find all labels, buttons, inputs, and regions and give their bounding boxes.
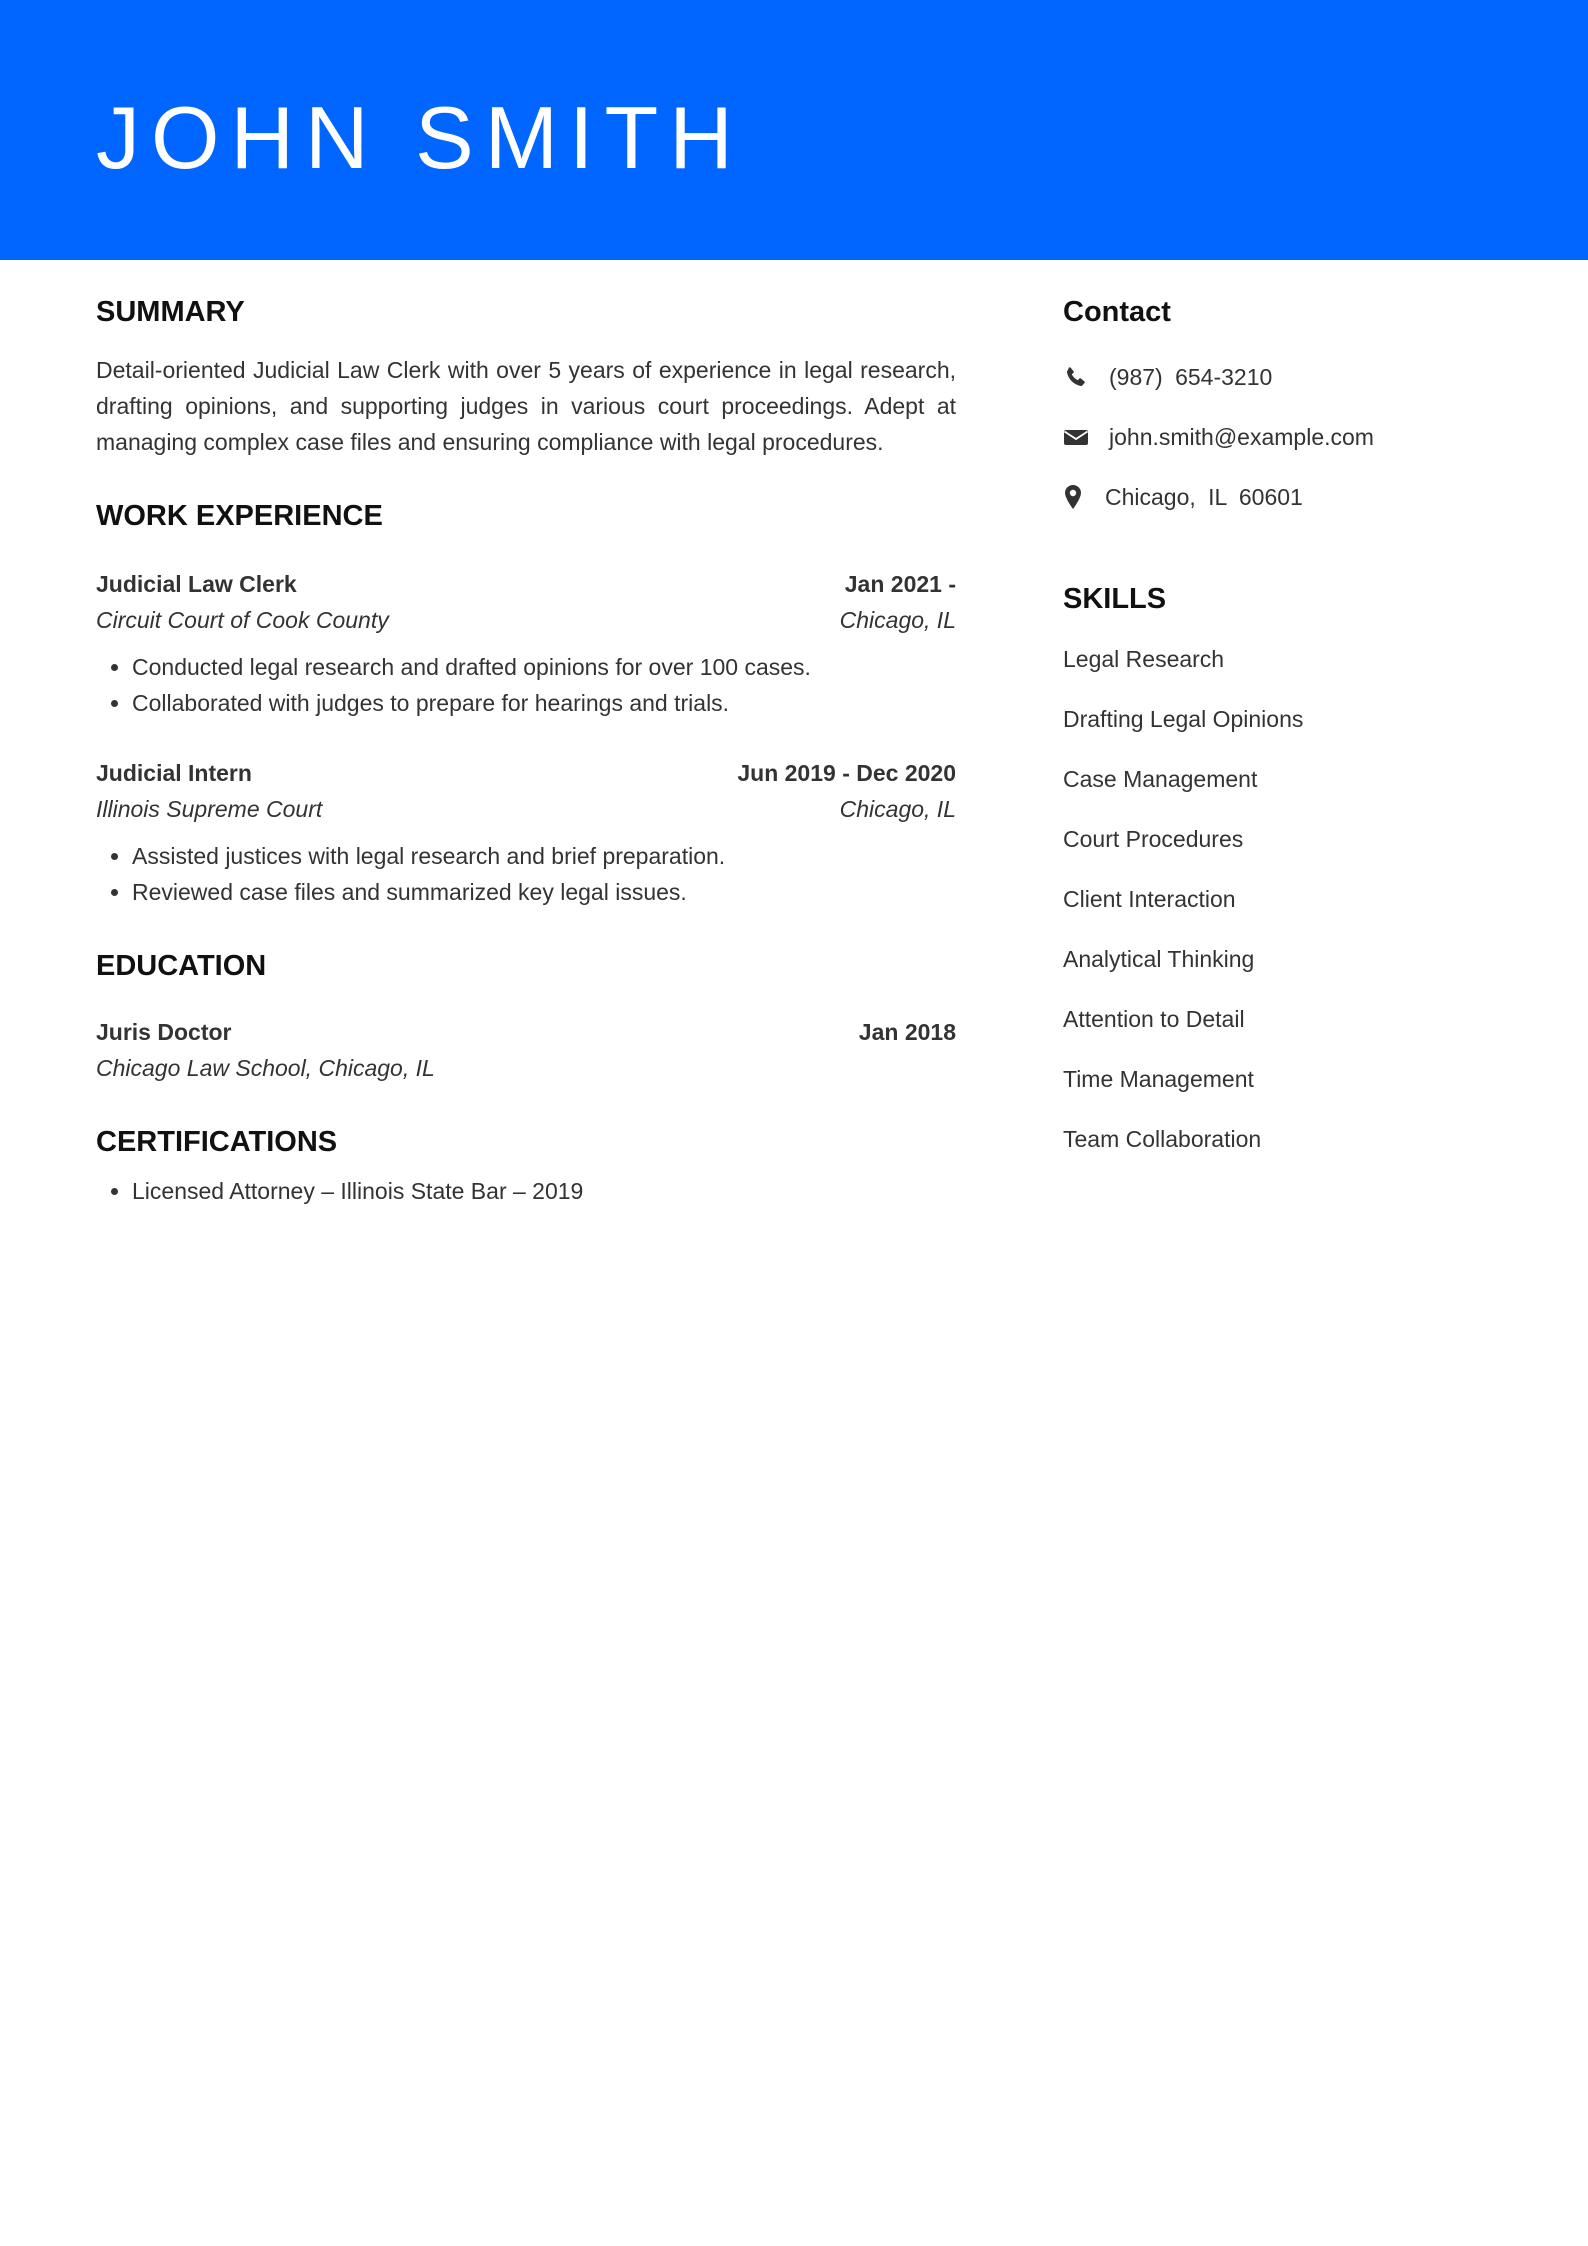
certification-item: • Licensed Attorney – Illinois State Bar – 2019 <box>132 1173 956 1209</box>
education-date: Jan 2018 <box>858 1019 956 1045</box>
job-dates: Jan 2021 - <box>844 571 956 597</box>
skill-item: Drafting Legal Opinions <box>1063 706 1304 732</box>
skill-item: Client Interaction <box>1063 886 1236 912</box>
job-bullets <box>96 649 956 721</box>
contact-email-text: john.smith@example.com <box>1109 423 1374 450</box>
job-title: Judicial Law Clerk <box>96 571 297 597</box>
contact-list <box>1063 359 1503 515</box>
skill-item: Team Collaboration <box>1063 1126 1262 1152</box>
job-dates: Jun 2019 - Dec 2020 <box>737 760 956 786</box>
skill-item: Legal Research <box>1063 646 1225 672</box>
school: Chicago Law School, Chicago, IL <box>96 1055 435 1081</box>
contact-phone-text: (987) 654-3210 <box>1109 363 1273 390</box>
degree: Juris Doctor <box>96 1019 232 1045</box>
job-bullet: • Collaborated with judges to prepare for hearings and trials. <box>132 685 956 721</box>
candidate-name: JOHN SMITH <box>96 88 744 187</box>
work-experience-section <box>96 496 956 910</box>
contact-phone <box>1063 359 1503 395</box>
summary-text: Detail-oriented Judicial Law Clerk with over 5 years of experience in legal research, drafting opinions, and supporting judges in various court proceedings. Adept at managing complex case files and ensuring compliance with legal procedures. <box>96 357 956 455</box>
education-heading: EDUCATION <box>96 950 267 982</box>
header-banner <box>0 0 1588 260</box>
skill-item: Court Procedures <box>1063 826 1244 852</box>
job-bullet: • Conducted legal research and drafted opinions for over 100 cases. <box>132 649 956 685</box>
job-entry <box>96 755 956 910</box>
main-column <box>96 292 956 1209</box>
skills-list <box>1063 641 1503 1157</box>
summary-heading: SUMMARY <box>96 296 245 328</box>
certifications-heading: CERTIFICATIONS <box>96 1126 338 1158</box>
contact-location-text: Chicago, IL 60601 <box>1105 483 1303 510</box>
skills-heading: SKILLS <box>1063 583 1167 615</box>
job-bullet: • Assisted justices with legal research and brief preparation. <box>132 838 956 874</box>
skill-item: Case Management <box>1063 766 1258 792</box>
contact-heading: Contact <box>1063 296 1171 328</box>
certifications-section <box>96 1122 956 1209</box>
job-title: Judicial Intern <box>96 760 252 786</box>
map-marker-icon <box>1063 484 1083 510</box>
contact-email <box>1063 419 1503 455</box>
education-section <box>96 946 956 1086</box>
job-location: Chicago, IL <box>839 607 956 633</box>
skill-item: Analytical Thinking <box>1063 946 1255 972</box>
job-bullets <box>96 838 956 910</box>
sidebar-column <box>1063 292 1503 1181</box>
job-entry <box>96 566 956 721</box>
work-experience-heading: WORK EXPERIENCE <box>96 500 383 532</box>
phone-icon <box>1063 364 1089 390</box>
job-bullet: • Reviewed case files and summarized key legal issues. <box>132 874 956 910</box>
contact-location <box>1063 479 1503 515</box>
certification-list <box>96 1173 956 1209</box>
skill-item: Time Management <box>1063 1066 1254 1092</box>
job-company: Circuit Court of Cook County <box>96 607 389 633</box>
job-location: Chicago, IL <box>839 796 956 822</box>
skill-item: Attention to Detail <box>1063 1006 1245 1032</box>
envelope-icon <box>1063 424 1089 450</box>
job-company: Illinois Supreme Court <box>96 796 323 822</box>
